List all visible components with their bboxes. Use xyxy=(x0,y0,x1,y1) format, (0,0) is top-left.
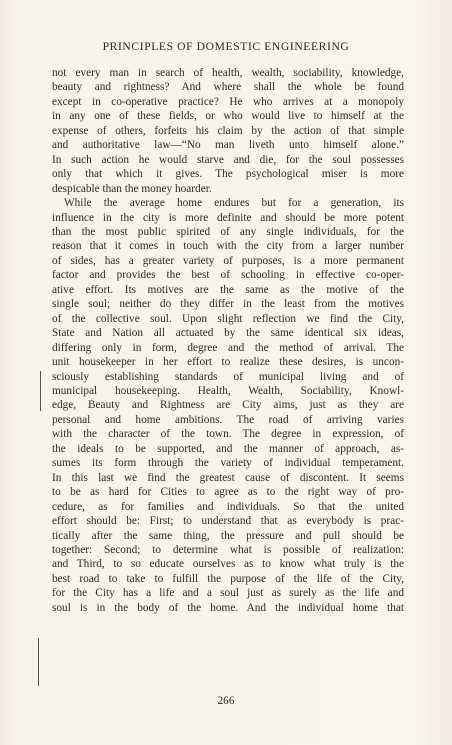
text-line: single soul; neither do they differ in the least from the motives xyxy=(52,298,404,311)
text-line: despicable than the money hoarder. xyxy=(52,182,212,195)
text-line: together: Second; to determine what is possible of realization: xyxy=(52,543,404,556)
text-line: tically after the same thing, the pressure and pull should be xyxy=(52,529,404,542)
text-line: only that which it gives. The psychological miser is more xyxy=(52,168,404,181)
text-line: edge, Beauty and Rightness are City aims, just as they are xyxy=(52,399,404,412)
text-line: unit housekeeper in her effort to realize these desires, is uncon- xyxy=(52,356,404,369)
text-line: In such action he would starve and die, for the soul possesses xyxy=(52,153,404,166)
running-head: PRINCIPLES OF DOMESTIC ENGINEERING xyxy=(102,40,350,53)
text-line: State and Nation all actuated by the same identical six ideas, xyxy=(52,327,404,340)
text-line: personal and home ambitions. The road of arriving varies xyxy=(52,413,404,426)
text-line: influence in the city is more definite and should be more potent xyxy=(52,211,404,224)
text-line: sumes its form through the variety of individual temperament. xyxy=(52,457,404,470)
text-line: soul is in the body of the home. And the individual home that xyxy=(52,601,404,614)
text-line: municipal housekeeping. Health, Wealth, Sociability, Knowl- xyxy=(52,384,404,397)
text-line: than the most public spirited of any single individuals, for the xyxy=(52,225,404,238)
text-line: best road to take to fulfill the purpose of the life of the City, xyxy=(52,572,404,585)
text-line: in any one of these fields, or who would live to himself at the xyxy=(52,110,404,123)
margin-pencil-mark xyxy=(38,638,39,686)
text-line: factor and provides the best of schooling in effective co-oper- xyxy=(52,269,404,282)
text-line: not every man in search of health, wealth, sociability, knowledge, xyxy=(52,67,404,79)
text-line: with the character of the town. The degree in expression, of xyxy=(52,428,404,441)
text-line: to be as hard for Cities to agree as to the right way of pro- xyxy=(52,486,404,499)
page-number: 266 xyxy=(217,695,235,707)
text-line: In this last we find the greatest cause of discontent. It seems xyxy=(52,471,404,484)
text-line: ative effort. Its motives are the same as the motive of the xyxy=(52,283,404,296)
text-line: cedure, as for families and individuals. So that the united xyxy=(52,500,404,513)
text-line: for the City has a life and a soul just as surely as the life and xyxy=(52,587,404,600)
text-line: and authoritative law—“No man liveth unto himself alone.” xyxy=(52,139,404,152)
text-line: sciously establishing standards of municipal living and of xyxy=(52,370,404,383)
text-line: While the average home endures but for a generation, its xyxy=(64,197,404,210)
text-line: the ideals to be supported, and the manner of approach, as- xyxy=(52,442,404,455)
text-line: of sides, has a greater variety of purposes, is a more permanent xyxy=(52,254,404,267)
text-line: reason that it comes in touch with the city from a larger number xyxy=(52,240,404,253)
text-line: of the collective soul. Upon slight reflection we find the City, xyxy=(52,312,404,325)
text-line: effort should be: First; to understand that as everybody is prac- xyxy=(52,515,404,528)
body-text xyxy=(52,66,404,615)
text-line: and Third, to so educate ourselves as to know what truly is the xyxy=(52,558,404,571)
text-line: beauty and rightness? And where shall the whole be found xyxy=(52,81,404,94)
text-line: differing only in form, degree and the method of arrival. The xyxy=(52,341,404,354)
text-line: expense of others, forfeits his claim by the action of that simple xyxy=(52,124,404,137)
text-line: except in co-operative practice? He who arrives at a monopoly xyxy=(52,95,404,108)
margin-pencil-mark xyxy=(40,371,41,411)
